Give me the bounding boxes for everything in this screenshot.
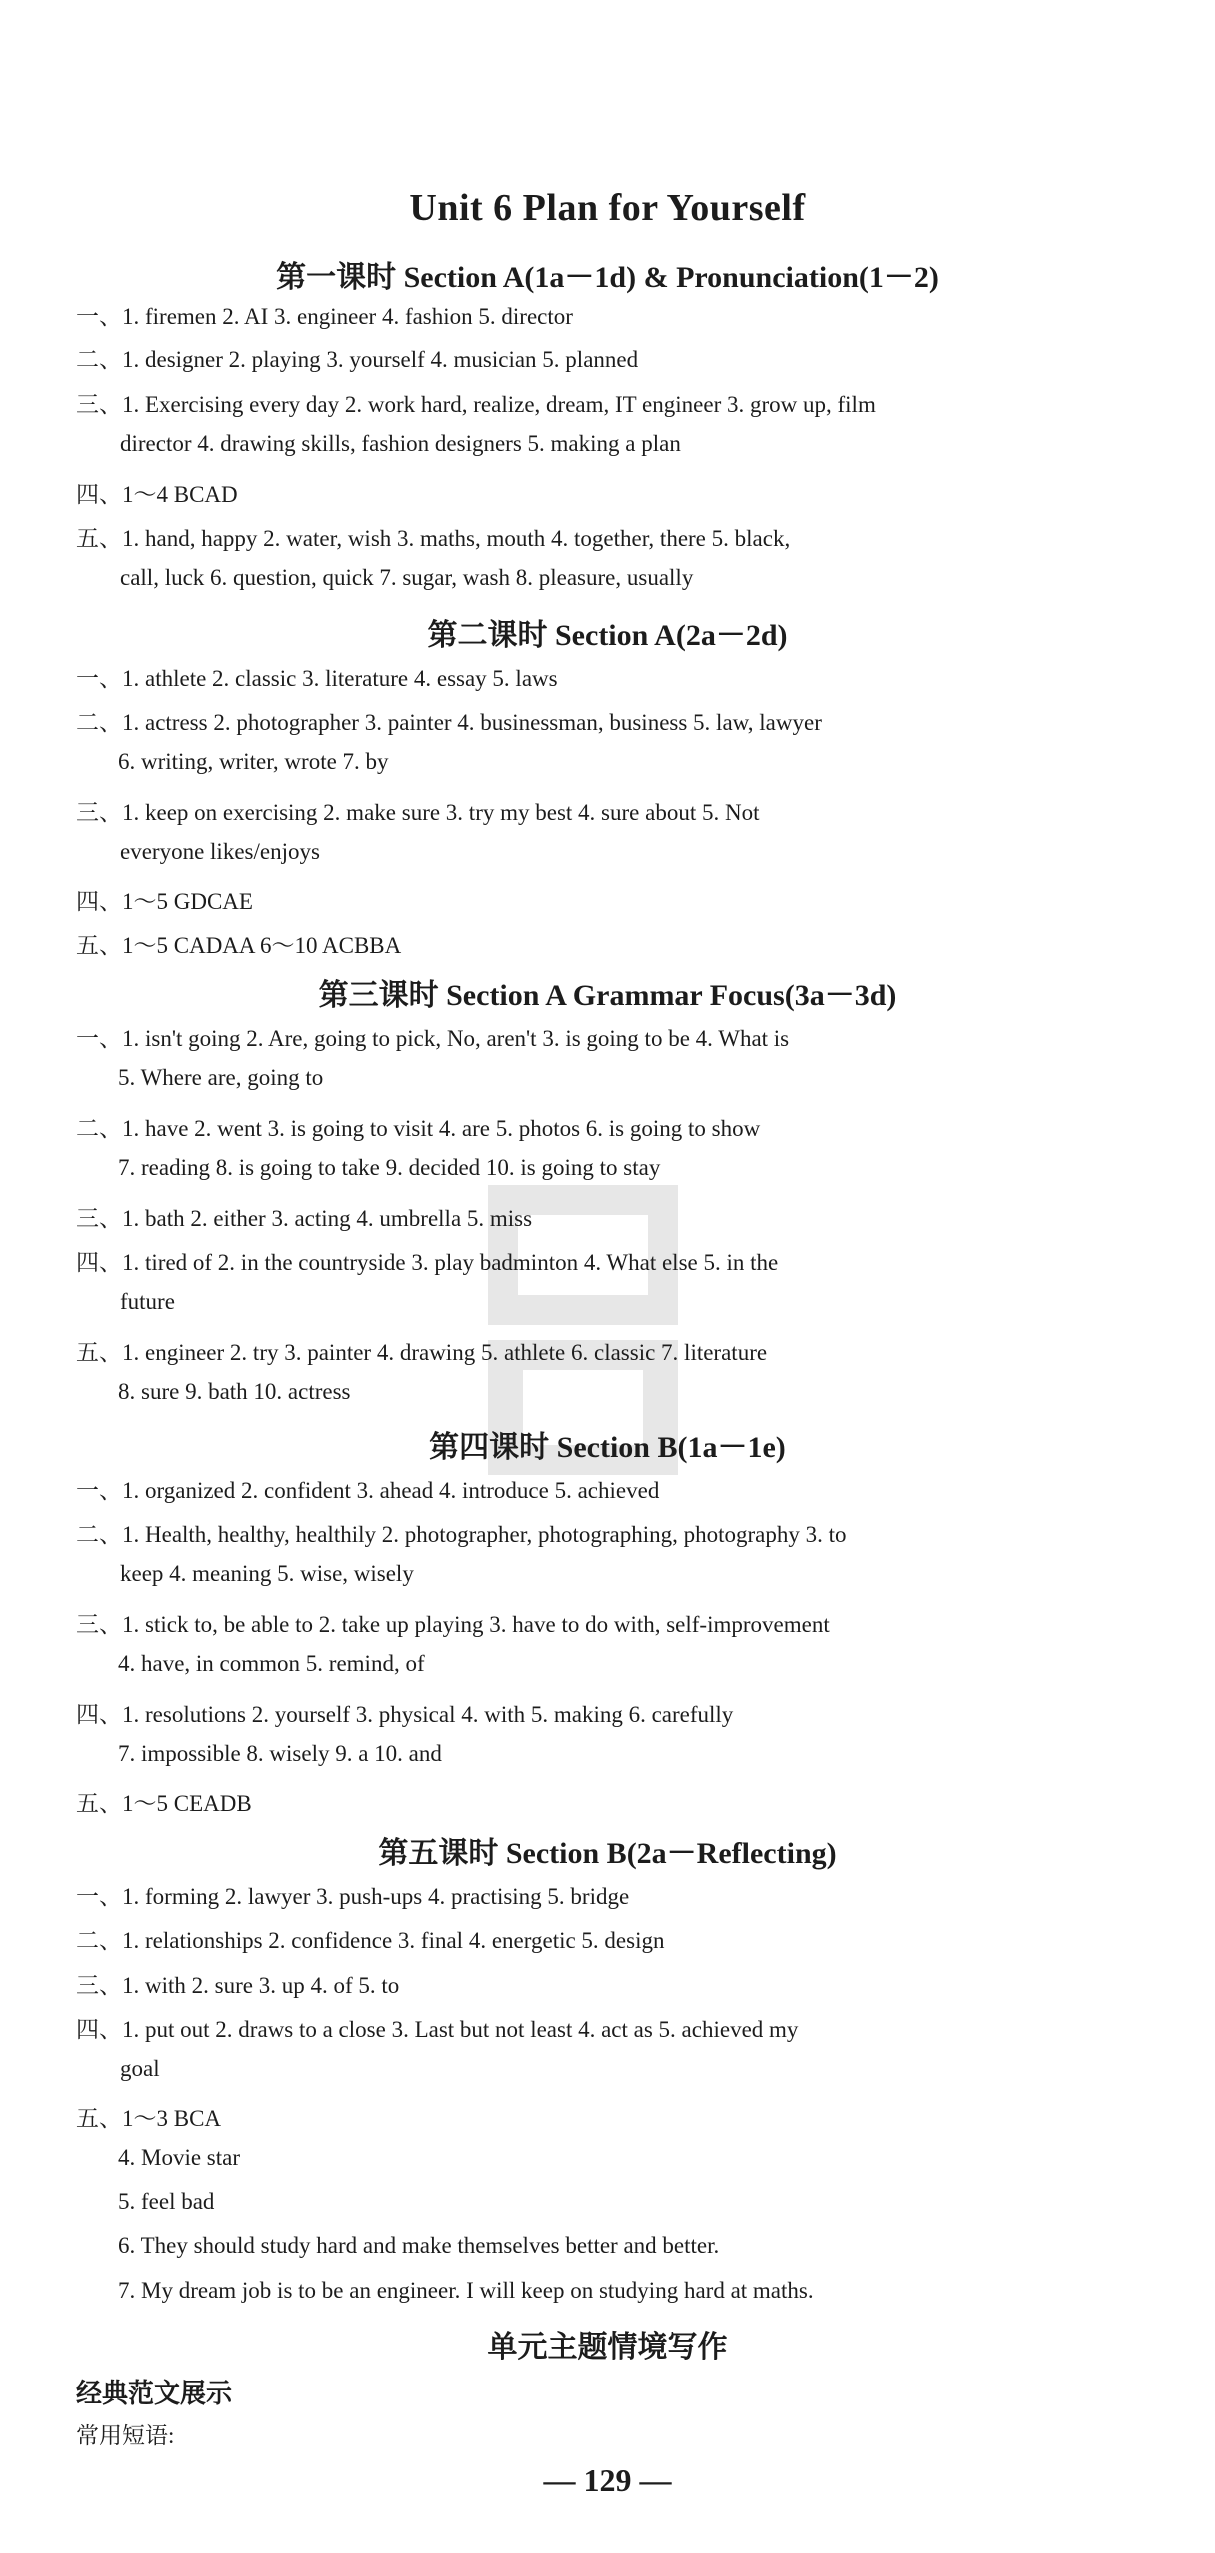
answer-line: 二、1. designer 2. playing 3. yourself 4. musician 5. planned: [76, 347, 639, 372]
answer-line: 一、1. athlete 2. classic 3. literature 4. essay 5. laws: [76, 666, 558, 691]
answer-line: 四、1. resolutions 2. yourself 3. physical 4. with 5. making 6. carefully: [76, 1702, 734, 1727]
answer-line: 一、1. organized 2. confident 3. ahead 4. introduce 5. achieved: [76, 1478, 660, 1503]
answer-line: goal: [120, 2056, 160, 2081]
answer-line: 8. sure 9. bath 10. actress: [118, 1379, 351, 1404]
answer-line: director 4. drawing skills, fashion designers 5. making a plan: [120, 431, 681, 456]
answer-line: call, luck 6. question, quick 7. sugar, wash 8. pleasure, usually: [120, 565, 694, 590]
answer-line: 一、1. isn't going 2. Are, going to pick, No, aren't 3. is going to be 4. What is: [76, 1026, 790, 1051]
answer-line: 二、1. actress 2. photographer 3. painter 4. businessman, business 5. law, lawyer: [76, 710, 822, 735]
answer-line: 5. feel bad: [118, 2189, 215, 2214]
answer-line: everyone likes/enjoys: [120, 839, 320, 864]
answer-line: 5. Where are, going to: [118, 1065, 324, 1090]
unit-title: Unit 6 Plan for Yourself: [409, 187, 806, 229]
answer-line: 二、1. Health, healthy, healthily 2. photographer, photographing, photography 3. to: [76, 1522, 847, 1547]
subheading: 经典范文展示: [76, 2379, 233, 2408]
answer-line: 6. writing, writer, wrote 7. by: [118, 749, 389, 774]
section-heading-5: 第五课时 Section B(2a－Reflecting): [378, 1837, 837, 1870]
answer-line: 四、1. put out 2. draws to a close 3. Last but not least 4. act as 5. achieved my: [76, 2017, 799, 2042]
section-heading-6: 单元主题情境写作: [487, 2331, 728, 2364]
answer-line: 7. impossible 8. wisely 9. a 10. and: [118, 1741, 442, 1766]
answer-line: 五、1. engineer 2. try 3. painter 4. drawing 5. athlete 6. classic 7. literature: [76, 1340, 768, 1365]
answer-line: 三、1. Exercising every day 2. work hard, realize, dream, IT engineer 3. grow up, film: [76, 392, 876, 417]
section-heading-3: 第三课时 Section A Grammar Focus(3a－3d): [318, 979, 897, 1012]
answer-line: 四、1～4 BCAD: [76, 482, 238, 507]
answer-line: 一、1. forming 2. lawyer 3. push-ups 4. practising 5. bridge: [76, 1884, 630, 1909]
page-number: — 129 —: [543, 2462, 672, 2498]
answer-line: 二、1. relationships 2. confidence 3. final 4. energetic 5. design: [76, 1928, 665, 1953]
answer-line: 4. have, in common 5. remind, of: [118, 1651, 425, 1676]
answer-line: 三、1. keep on exercising 2. make sure 3. try my best 4. sure about 5. Not: [76, 800, 760, 825]
section-heading-1: 第一课时 Section A(1a－1d) & Pronunciation(1－2): [276, 261, 939, 294]
answer-line: keep 4. meaning 5. wise, wisely: [120, 1561, 414, 1586]
answer-line: 四、1. tired of 2. in the countryside 3. play badminton 4. What else 5. in the: [76, 1250, 779, 1275]
section-heading-4: 第四课时 Section B(1a－1e): [429, 1431, 786, 1464]
answer-line: 4. Movie star: [118, 2145, 241, 2170]
section-heading-2: 第二课时 Section A(2a－2d): [427, 619, 788, 652]
answer-line: 五、1～5 CEADB: [76, 1791, 252, 1816]
answer-line: 五、1～5 CADAA 6～10 ACBBA: [76, 933, 402, 958]
answer-line: 6. They should study hard and make themselves better and better.: [118, 2233, 720, 2258]
answer-line: 7. My dream job is to be an engineer. I will keep on studying hard at maths.: [118, 2278, 814, 2303]
answer-line: 7. reading 8. is going to take 9. decided 10. is going to stay: [118, 1155, 661, 1180]
answer-line: 二、1. have 2. went 3. is going to visit 4. are 5. photos 6. is going to show: [76, 1116, 761, 1141]
answer-line: 三、1. with 2. sure 3. up 4. of 5. to: [76, 1973, 400, 1998]
subheading-phrases: 常用短语:: [76, 2423, 175, 2448]
answer-line: 一、1. firemen 2. AI 3. engineer 4. fashion 5. director: [76, 304, 573, 329]
answer-line: 三、1. bath 2. either 3. acting 4. umbrella 5. miss: [76, 1206, 533, 1231]
answer-line: 五、1. hand, happy 2. water, wish 3. maths, mouth 4. together, there 5. black,: [76, 526, 791, 551]
answer-line: 五、1～3 BCA: [76, 2106, 222, 2131]
answer-line: future: [120, 1289, 175, 1314]
answer-line: 四、1～5 GDCAE: [76, 889, 253, 914]
answer-line: 三、1. stick to, be able to 2. take up playing 3. have to do with, self-improvement: [76, 1612, 830, 1637]
